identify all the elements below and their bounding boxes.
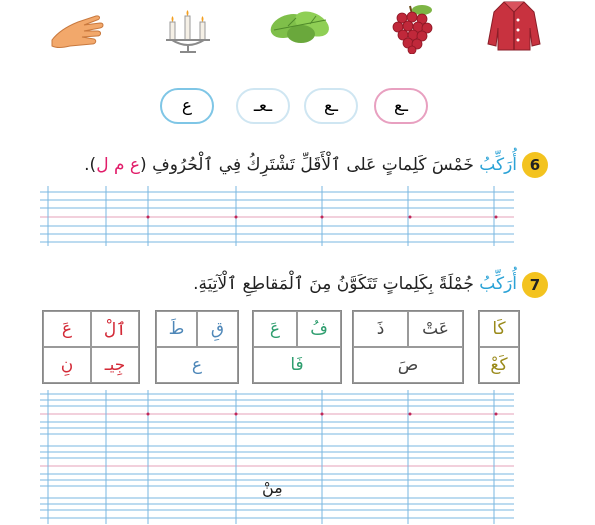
syllable-box — [252, 310, 342, 384]
syllable-cell: ذَ — [353, 311, 408, 347]
syllable-box — [42, 310, 140, 384]
candles-picture-icon — [156, 4, 220, 56]
syllable-box — [352, 310, 464, 384]
letter-form: ـعـ — [253, 96, 273, 116]
instruction-verb: أُرَكِّبُ — [479, 155, 517, 175]
answer-word: مِنْ — [262, 478, 283, 497]
coat-picture-icon — [486, 0, 542, 52]
syllable-cell: كَعْ — [479, 347, 519, 383]
letter-form-cloud — [236, 88, 290, 124]
syllable-cell: جِيـ — [91, 347, 139, 383]
mint-leaves-picture-icon — [266, 0, 336, 52]
instruction-text: جُمْلَةً بِكَلِماتٍ تَتَكَوَّنُ مِنَ ٱلْمَقاطِعِ ٱلْآتِيَةِ. — [193, 274, 480, 294]
syllable-cell: طَ — [156, 311, 197, 347]
syllable-cell: عَتْ — [408, 311, 463, 347]
writing-lines-7[interactable] — [40, 390, 514, 524]
grapes-picture-icon — [380, 2, 440, 54]
syllable-box — [155, 310, 239, 384]
letter-form: ـع — [323, 96, 339, 116]
letter-form: ع — [181, 96, 193, 116]
syllable-cell: ٱلْ — [91, 311, 139, 347]
syllable-cell: صَ — [353, 347, 463, 383]
instruction-verb: أُرَكِّبُ — [479, 274, 517, 294]
syllable-cell: نِ — [43, 347, 91, 383]
syllable-box — [478, 310, 520, 384]
writing-lines-6[interactable] — [40, 186, 514, 246]
syllable-cell: عَ — [253, 311, 297, 347]
syllable-cell: ع — [156, 347, 238, 383]
exercise-number-badge: 7 — [522, 272, 548, 298]
target-letters: ع م ل — [96, 155, 141, 175]
instruction-close: ). — [84, 155, 97, 175]
letter-form-cloud — [374, 88, 428, 124]
letter-form-cloud — [304, 88, 358, 124]
instruction-text: خَمْسَ كَلِماتٍ عَلى ٱلْأَقَلِّ تَشْتَرِكُ فِي ٱلْحُرُوفِ ( — [140, 155, 480, 175]
exercise-6-instruction — [84, 154, 517, 175]
syllable-cell: فَا — [253, 347, 341, 383]
syllable-cell: قِ — [197, 311, 238, 347]
letter-form-cloud — [160, 88, 214, 124]
hand-picture-icon — [44, 6, 108, 58]
syllable-cell: عَ — [43, 311, 91, 347]
letter-form: ـع — [393, 96, 409, 116]
syllable-cell: فُ — [297, 311, 341, 347]
exercise-7-instruction — [193, 273, 517, 294]
exercise-number-badge: 6 — [522, 152, 548, 178]
syllable-cell: كَا — [479, 311, 519, 347]
